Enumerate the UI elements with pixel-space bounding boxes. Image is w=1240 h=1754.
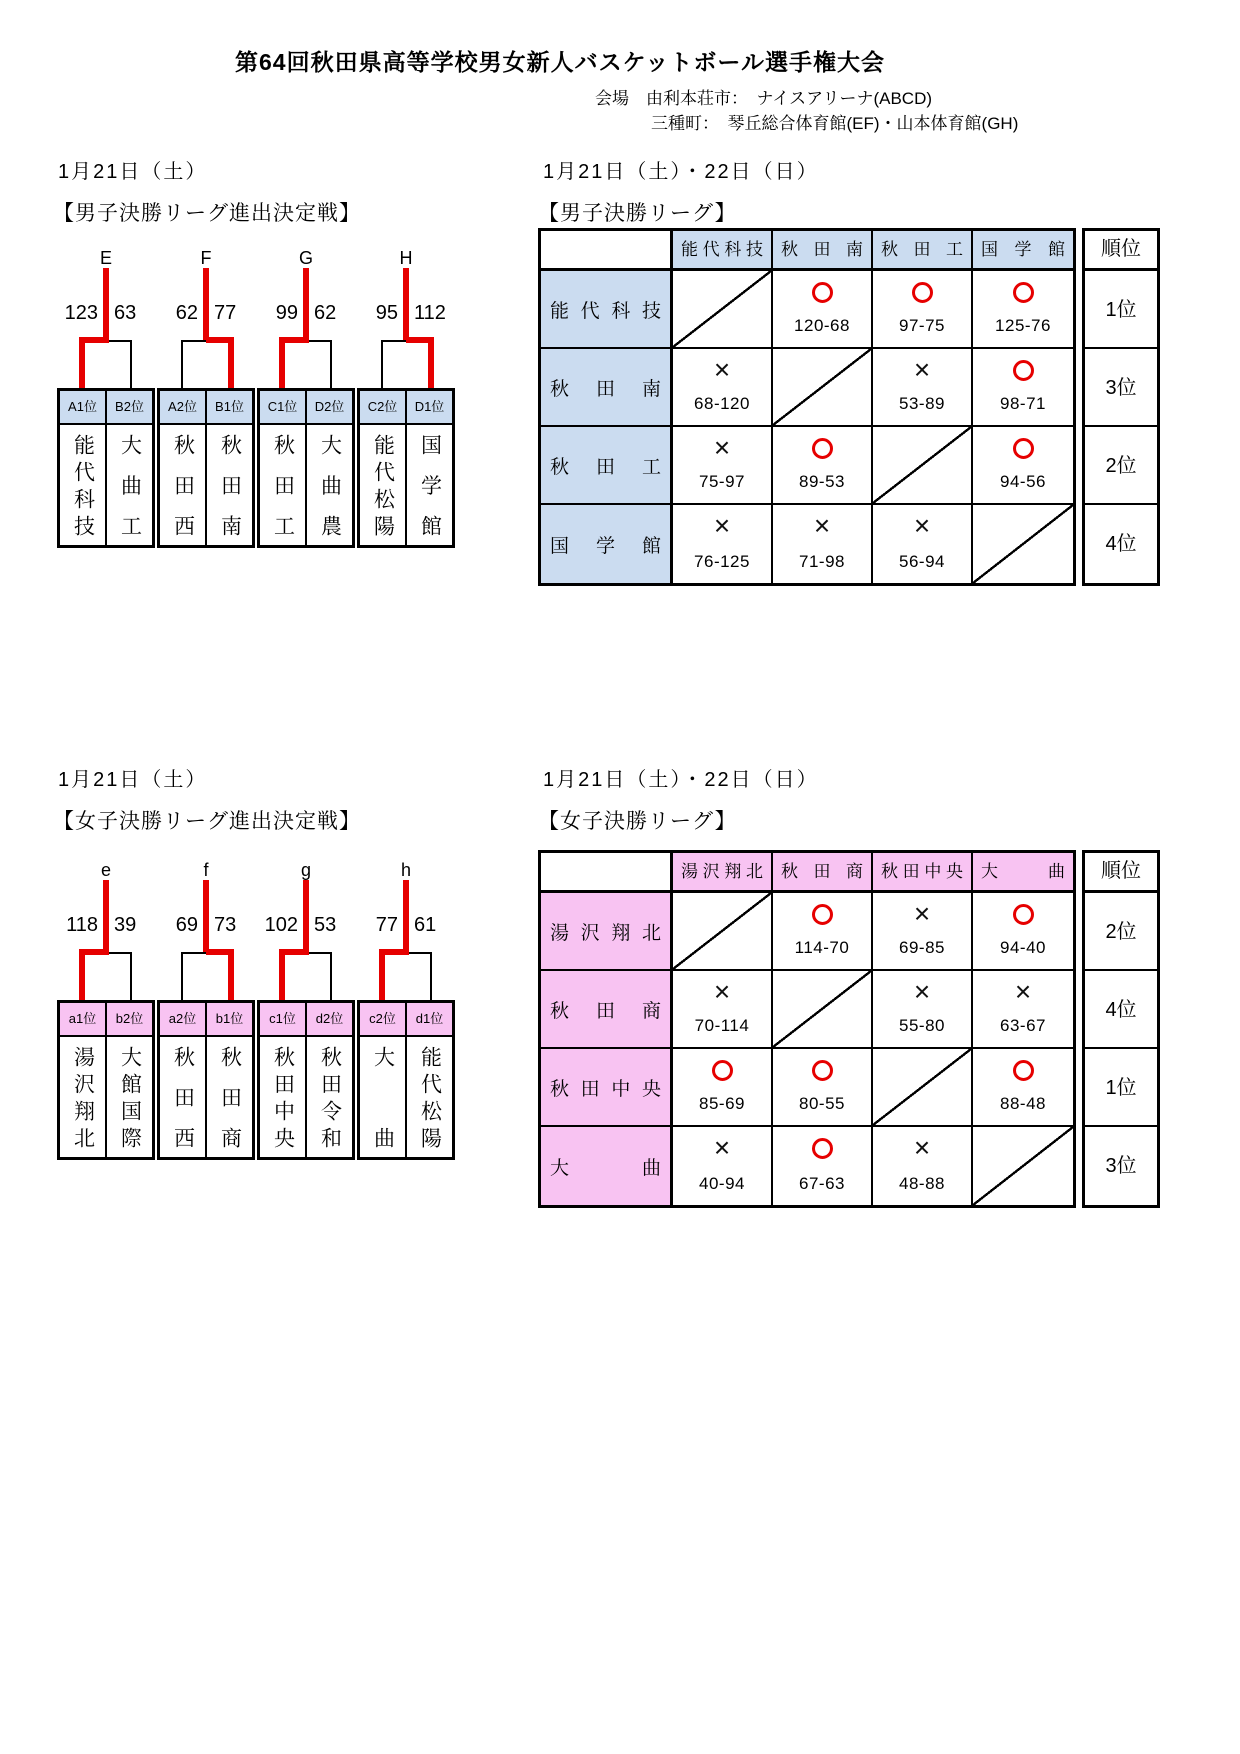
seed-label: A2位 [160,391,205,425]
result-cell [673,505,773,583]
match-label: E [99,248,112,268]
match-score: 94-40 [1000,938,1046,957]
team-left [360,1003,405,1157]
rank-value: 2位 [1085,893,1157,971]
right-score: 112 [414,302,446,324]
result-cell [873,427,973,505]
column-header: 大曲 [973,853,1073,893]
bracket-match-E [57,248,155,550]
men-league-table [538,228,1076,586]
match-score: 114-70 [794,938,850,957]
seed-label: b2位 [107,1003,152,1037]
women-qualifier-date: 1月21日（土） [58,769,208,791]
seed-label: A1位 [60,391,105,425]
winner-line-icon [403,880,409,952]
left-score: 99 [275,302,298,324]
match-score: 89-53 [799,472,845,491]
seed-label: D1位 [407,391,452,425]
result-cell [973,1127,1073,1205]
seed-label: c2位 [360,1003,405,1037]
match-score: 125-76 [995,316,1051,335]
seed-label: D2位 [307,391,352,425]
corner-cell [541,853,673,893]
bracket-connector [181,340,183,388]
column-header: 秋田中央 [873,853,973,893]
result-cell [673,1049,773,1127]
result-mark-icon [914,1136,930,1159]
match-label: h [400,860,411,880]
right-score: 63 [114,302,137,324]
row-header: 秋田工 [541,427,673,505]
result-mark-icon [812,1138,833,1159]
result-mark-icon [914,980,930,1003]
result-cell [873,1049,973,1127]
bracket-connector [381,340,383,388]
column-header: 秋田南 [773,231,873,271]
result-mark-icon [1015,980,1031,1003]
bracket-match-H [357,248,455,550]
match-score: 69-85 [899,938,945,957]
winner-line-icon [203,268,209,340]
team-boxes [57,388,155,548]
team-boxes [257,388,355,548]
result-mark-icon [914,358,930,381]
match-score: 53-89 [899,394,945,413]
column-header: 国学館 [973,231,1073,271]
team-right [305,391,352,545]
result-mark-icon [1013,1060,1034,1081]
match-score: 48-88 [899,1174,945,1193]
winner-line-icon [103,880,109,952]
left-score: 102 [264,914,298,936]
seed-label: C2位 [360,391,405,425]
result-mark-icon [714,358,730,381]
bracket-connector [130,340,132,388]
team-name: 湯沢翔北 [71,1046,95,1148]
result-mark-icon [714,980,730,1003]
bracket-match-f [157,860,255,1162]
team-left [60,391,105,545]
result-mark-icon [714,514,730,537]
corner-cell [541,231,673,271]
match-score: 88-48 [1000,1094,1046,1113]
women-league-date: 1月21日（土）・22日（日） [543,769,819,791]
result-mark-icon [814,514,830,537]
column-header: 能代科技 [673,231,773,271]
result-mark-icon [914,514,930,537]
rank-value: 1位 [1085,271,1157,349]
match-label: f [203,860,209,880]
row-header: 秋田中央 [541,1049,673,1127]
right-score: 77 [214,302,237,324]
team-name: 大曲工 [118,434,142,536]
match-score: 98-71 [1000,394,1046,413]
match-score: 85-69 [699,1094,745,1113]
team-left [160,1003,205,1157]
left-score: 77 [375,914,398,936]
left-score: 123 [64,302,98,324]
match-score: 97-75 [899,316,945,335]
winner-line-icon [403,268,409,340]
team-name: 秋田工 [271,434,295,536]
result-cell [773,1049,873,1127]
venue-line-1: 会場 由利本荘市： ナイスアリーナ(ABCD) [595,89,933,108]
result-cell [673,271,773,349]
result-cell [773,271,873,349]
seed-label: b1位 [207,1003,252,1037]
column-header: 秋田工 [873,231,973,271]
winner-line-icon [203,880,209,952]
team-left [260,1003,305,1157]
left-score: 95 [375,302,398,324]
result-cell [773,505,873,583]
result-mark-icon [714,1136,730,1159]
result-cell [873,271,973,349]
row-header: 湯沢翔北 [541,893,673,971]
result-cell [973,1049,1073,1127]
seed-label: C1位 [260,391,305,425]
right-score: 61 [414,914,437,936]
column-header: 秋田商 [773,853,873,893]
rank-header: 順位 [1085,231,1157,271]
seed-label: d1位 [407,1003,452,1037]
result-cell [873,971,973,1049]
bracket-match-e [57,860,155,1162]
men-league-date: 1月21日（土）・22日（日） [543,161,819,183]
rank-value: 2位 [1085,427,1157,505]
team-left [160,391,205,545]
result-cell [673,1127,773,1205]
result-mark-icon [812,904,833,925]
result-cell [973,349,1073,427]
result-cell [773,427,873,505]
women-rank-column [1082,850,1160,1208]
bracket-connector [130,952,132,1000]
match-score: 70-114 [694,1016,750,1035]
result-mark-icon [1013,360,1034,381]
match-score: 63-67 [1000,1016,1046,1035]
team-name: 秋田西 [171,434,195,536]
match-score: 68-120 [694,394,750,413]
result-mark-icon [812,1060,833,1081]
row-header: 能代科技 [541,271,673,349]
team-name: 能代科技 [71,434,95,536]
team-name: 能代松陽 [418,1046,442,1148]
venue-info [595,86,1018,136]
team-name: 秋田中央 [271,1046,295,1148]
result-cell [873,349,973,427]
team-right [105,1003,152,1157]
match-label: H [399,248,413,268]
match-label: g [300,860,311,880]
result-mark-icon [1013,282,1034,303]
team-left [60,1003,105,1157]
team-name: 能代松陽 [371,434,395,536]
left-score: 62 [175,302,198,324]
women-league-table [538,850,1076,1208]
result-cell [873,1127,973,1205]
result-cell [673,349,773,427]
bracket-connector [181,952,183,1000]
row-header: 秋田商 [541,971,673,1049]
result-mark-icon [914,902,930,925]
match-label: e [100,860,111,880]
match-score: 67-63 [799,1174,845,1193]
result-cell [973,505,1073,583]
result-mark-icon [912,282,933,303]
result-cell [773,971,873,1049]
left-score: 69 [175,914,198,936]
rank-value: 3位 [1105,1155,1137,1177]
result-cell [973,971,1073,1049]
team-boxes [157,388,255,548]
men-bracket [57,248,457,550]
team-boxes [57,1000,155,1160]
right-score: 62 [314,302,337,324]
row-header: 秋田南 [541,349,673,427]
row-header: 大曲 [541,1127,673,1205]
rank-value: 4位 [1105,533,1137,555]
seed-label: B1位 [207,391,252,425]
match-score: 40-94 [699,1174,745,1193]
match-score: 120-68 [794,316,850,335]
row-header: 国学館 [541,505,673,583]
team-left [360,391,405,545]
rank-header: 順位 [1085,853,1157,893]
bracket-match-F [157,248,255,550]
women-qualifier-heading: 【女子決勝リーグ進出決定戦】 [53,810,361,833]
right-score: 39 [114,914,137,936]
rank-value: 4位 [1085,971,1157,1049]
team-boxes [357,1000,455,1160]
team-name: 秋田南 [218,434,242,536]
rank-value: 1位 [1085,1049,1157,1127]
winner-line-icon [303,880,309,952]
result-cell [873,893,973,971]
match-score: 56-94 [899,552,945,571]
result-mark-icon [714,436,730,459]
result-mark-icon [812,282,833,303]
match-score: 80-55 [799,1094,845,1113]
result-mark-icon [712,1060,733,1081]
column-header: 湯沢翔北 [673,853,773,893]
team-boxes [157,1000,255,1160]
bracket-match-h [357,860,455,1162]
result-cell [673,971,773,1049]
winner-line-icon [103,268,109,340]
team-name: 大曲 [371,1046,395,1148]
match-label: G [298,248,313,268]
bracket-connector [330,340,332,388]
women-bracket [57,860,457,1162]
team-name: 国学館 [418,434,442,536]
match-score: 76-125 [694,552,750,571]
team-right [305,1003,352,1157]
team-name: 秋田西 [171,1046,195,1148]
right-score: 73 [214,914,237,936]
result-cell [973,427,1073,505]
men-league-heading: 【男子決勝リーグ】 [538,202,737,225]
men-qualifier-date: 1月21日（土） [58,161,208,183]
bracket-connector [330,952,332,1000]
result-cell [773,893,873,971]
team-boxes [357,388,455,548]
match-score: 94-56 [1000,472,1046,491]
match-score: 55-80 [899,1016,945,1035]
seed-label: d2位 [307,1003,352,1037]
team-right [405,391,452,545]
team-name: 大館国際 [118,1046,142,1148]
left-score: 118 [66,914,98,936]
team-right [405,1003,452,1157]
match-score: 75-97 [699,472,745,491]
result-cell [673,893,773,971]
men-qualifier-heading: 【男子決勝リーグ進出決定戦】 [53,202,361,225]
team-name: 大曲農 [318,434,342,536]
team-boxes [257,1000,355,1160]
team-name: 秋田令和 [318,1046,342,1148]
page-title: 第64回秋田県高等学校男女新人バスケットボール選手権大会 [235,49,885,75]
venue-line-2: 三種町： 琴丘総合体育館(EF)・山本体育館(GH) [651,114,1019,133]
result-mark-icon [1013,904,1034,925]
team-name: 秋田商 [218,1046,242,1148]
seed-label: B2位 [107,391,152,425]
bracket-connector [430,952,432,1000]
seed-label: a2位 [160,1003,205,1037]
right-score: 53 [314,914,337,936]
bracket-match-g [257,860,355,1162]
match-label: F [200,248,212,268]
team-left [260,391,305,545]
result-mark-icon [812,438,833,459]
women-league-heading: 【女子決勝リーグ】 [538,810,737,833]
match-score: 71-98 [799,552,845,571]
result-mark-icon [1013,438,1034,459]
team-right [205,1003,252,1157]
result-cell [873,505,973,583]
result-cell [973,893,1073,971]
seed-label: c1位 [260,1003,305,1037]
team-right [205,391,252,545]
bracket-match-G [257,248,355,550]
result-cell [973,271,1073,349]
men-rank-column [1082,228,1160,586]
rank-value: 3位 [1085,349,1157,427]
seed-label: a1位 [60,1003,105,1037]
result-cell [773,349,873,427]
team-right [105,391,152,545]
result-cell [773,1127,873,1205]
result-cell [673,427,773,505]
winner-line-icon [303,268,309,340]
